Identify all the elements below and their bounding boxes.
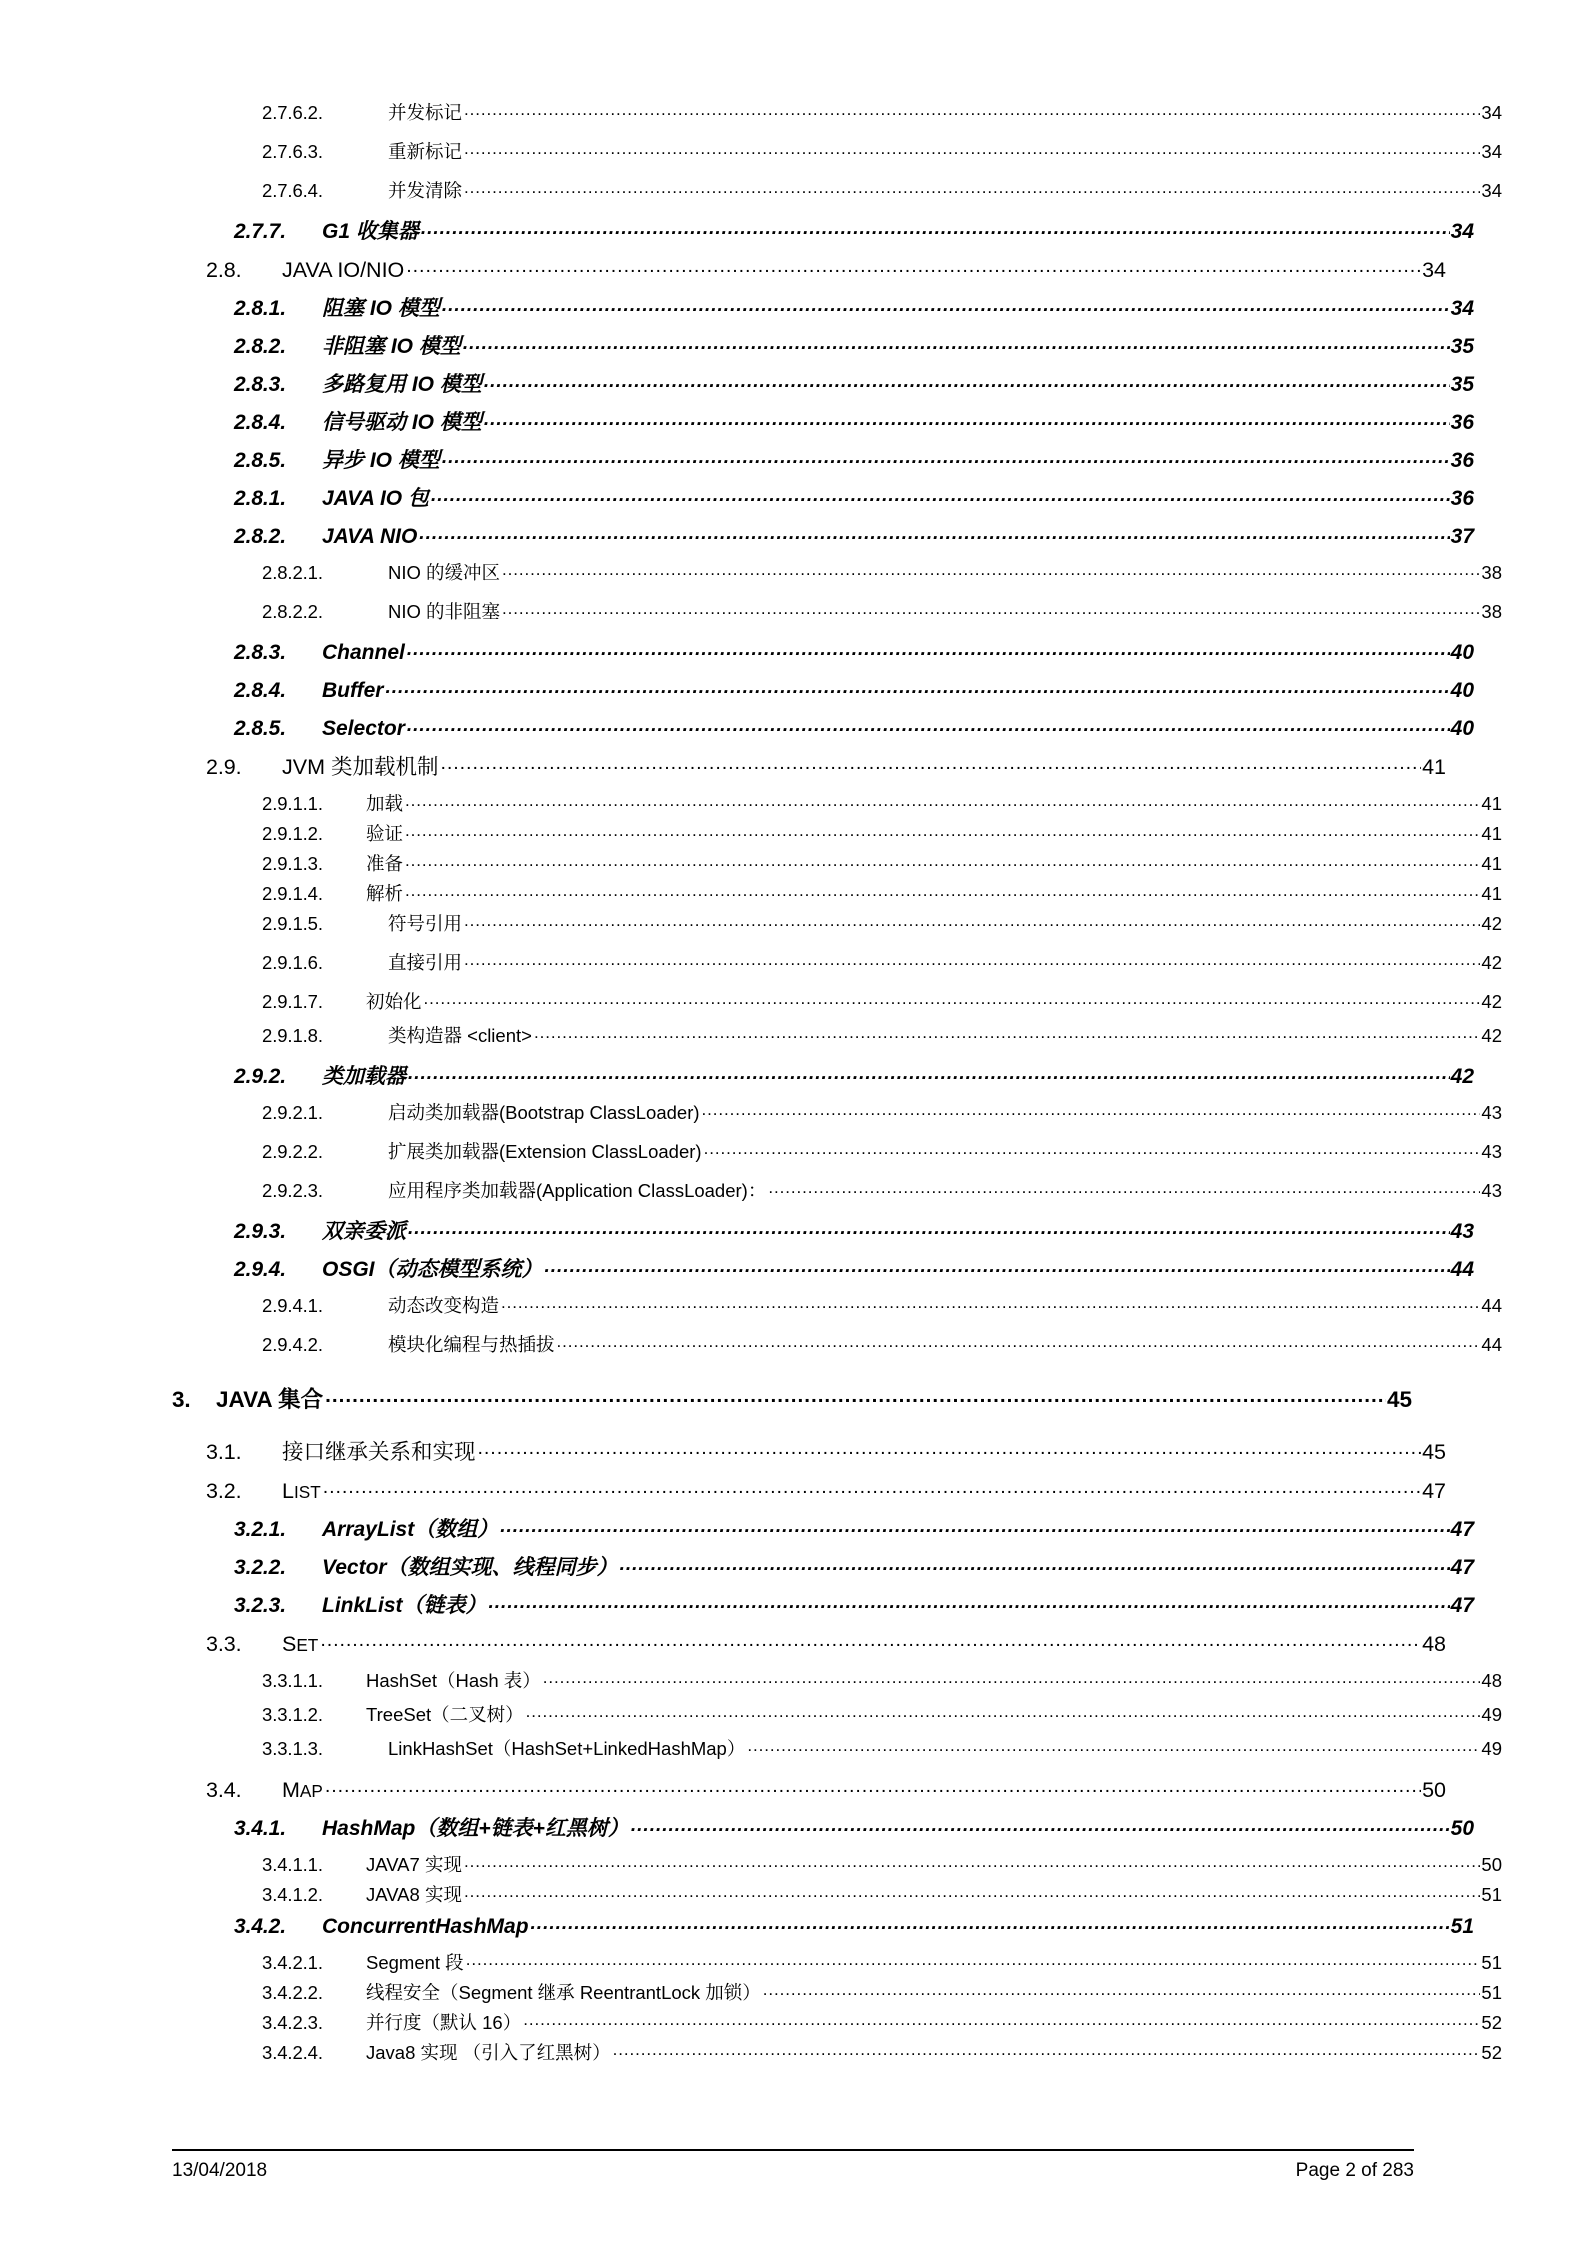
toc-entry[interactable] bbox=[172, 1852, 1502, 1874]
toc-label-head: M bbox=[282, 1777, 300, 1802]
toc-entry-number: 2.7.7. bbox=[234, 220, 286, 243]
toc-entry-page-number: 40 bbox=[1450, 641, 1474, 664]
toc-entry-label: JAVA NIO bbox=[322, 525, 418, 548]
toc-entry[interactable] bbox=[172, 1023, 1502, 1045]
toc-entry-page-number: 47 bbox=[1450, 1518, 1474, 1541]
toc-entry-page-number: 43 bbox=[1481, 1101, 1502, 1123]
toc-leader-dots bbox=[405, 821, 1480, 840]
toc-leader-dots bbox=[531, 1912, 1450, 1933]
toc-entry-number: 2.9.1.6. bbox=[262, 951, 323, 973]
toc-entry-number: 2.9.2.3. bbox=[262, 1179, 323, 1201]
toc-entry-page-number: 47 bbox=[1450, 1556, 1474, 1579]
toc-entry-number: 3.4.2.3. bbox=[262, 2011, 323, 2033]
toc-entry-number: 3.4.2. bbox=[234, 1915, 286, 1938]
toc-entry-label: 准备 bbox=[366, 852, 404, 874]
toc-entry-number: 3.4. bbox=[206, 1777, 242, 1802]
toc-entry-page-number: 45 bbox=[1422, 1439, 1446, 1464]
toc-entry-page-number: 42 bbox=[1481, 951, 1502, 973]
toc-entry-label: Selector bbox=[322, 717, 405, 740]
toc-entry-number: 2.8.5. bbox=[234, 449, 286, 472]
toc-entry-number: 3.3.1.3. bbox=[262, 1737, 323, 1759]
toc-entry-number: 2.9.4. bbox=[234, 1258, 286, 1281]
toc-entry-label: 验证 bbox=[366, 822, 404, 844]
toc-entry-number: 2.9.1.7. bbox=[262, 990, 323, 1012]
toc-leader-dots bbox=[613, 2040, 1481, 2059]
toc-entry[interactable] bbox=[172, 1882, 1502, 1904]
toc-leader-dots bbox=[523, 2010, 1480, 2029]
footer-page-number: Page 2 of 283 bbox=[1295, 2160, 1414, 2181]
toc-entry-page-number: 44 bbox=[1450, 1258, 1474, 1281]
toc-entry[interactable] bbox=[172, 851, 1502, 873]
toc-entry-number: 2.9.1.3. bbox=[262, 852, 323, 874]
toc-entry-number: 3.4.1. bbox=[234, 1817, 286, 1840]
toc-entry-label: LinkHashSet（HashSet+LinkedHashMap） bbox=[388, 1737, 746, 1759]
toc-entry[interactable] bbox=[172, 1736, 1502, 1758]
toc-entry-label: 类加载器 bbox=[322, 1065, 406, 1088]
toc-entry[interactable] bbox=[172, 522, 1474, 547]
toc-label-tail: AP bbox=[299, 1780, 323, 1801]
toc-leader-dots bbox=[500, 1515, 1449, 1536]
toc-leader-dots bbox=[463, 332, 1450, 353]
toc-entry-page-number: 42 bbox=[1450, 1065, 1474, 1088]
toc-entry-label: NIO 的非阻塞 bbox=[388, 600, 501, 622]
toc-entry[interactable] bbox=[172, 1217, 1474, 1242]
toc-entry-page-number: 40 bbox=[1450, 679, 1474, 702]
toc-entry-number: 2.9. bbox=[206, 754, 242, 779]
toc-entry-page-number: 47 bbox=[1450, 1594, 1474, 1617]
toc-entry-page-number: 50 bbox=[1481, 1853, 1502, 1875]
toc-leader-dots bbox=[702, 1100, 1481, 1119]
toc-leader-dots bbox=[407, 714, 1450, 735]
toc-entry-label: 扩展类加载器(Extension ClassLoader) bbox=[388, 1140, 702, 1162]
toc-entry-number: 3.3.1.2. bbox=[262, 1703, 323, 1725]
toc-entry-page-number: 34 bbox=[1481, 140, 1502, 162]
toc-entry[interactable] bbox=[172, 950, 1502, 972]
toc-entry[interactable] bbox=[172, 446, 1474, 471]
toc-entry-number: 2.8.2.2. bbox=[262, 600, 323, 622]
toc-entry[interactable] bbox=[172, 484, 1474, 509]
toc-entry-page-number: 38 bbox=[1481, 600, 1502, 622]
toc-entry-number: 2.7.6.3. bbox=[262, 140, 323, 162]
toc-entry-page-number: 49 bbox=[1481, 1703, 1502, 1725]
toc-leader-dots bbox=[484, 408, 1450, 429]
toc-leader-dots bbox=[620, 1553, 1450, 1574]
toc-entry[interactable] bbox=[172, 676, 1474, 701]
toc-entry-page-number: 51 bbox=[1481, 1951, 1502, 1973]
toc-entry-label: JAVA IO 包 bbox=[322, 487, 429, 510]
toc-entry-page-number: 41 bbox=[1481, 882, 1502, 904]
toc-entry-label: 类构造器 <client> bbox=[388, 1024, 532, 1046]
toc-entry-label: 并发清除 bbox=[388, 179, 463, 201]
toc-entry-page-number: 36 bbox=[1450, 487, 1474, 510]
toc-entry-label: 异步 IO 模型 bbox=[322, 449, 440, 472]
toc-leader-dots bbox=[407, 638, 1450, 659]
toc-entry-page-number: 42 bbox=[1481, 990, 1502, 1012]
toc-entry-number: 2.9.1.4. bbox=[262, 882, 323, 904]
toc-entry-label: Buffer bbox=[322, 679, 384, 702]
toc-entry[interactable] bbox=[172, 752, 1446, 778]
toc-entry-number: 2.8.5. bbox=[234, 717, 286, 740]
toc-entry[interactable] bbox=[172, 2040, 1502, 2062]
toc-entry[interactable] bbox=[172, 599, 1502, 621]
toc-leader-dots bbox=[464, 100, 1480, 119]
toc-entry[interactable] bbox=[172, 1139, 1502, 1161]
toc-leader-dots bbox=[768, 1178, 1480, 1197]
toc-leader-dots bbox=[466, 1950, 1481, 1969]
toc-leader-dots bbox=[464, 1882, 1480, 1901]
toc-entry[interactable] bbox=[172, 560, 1502, 582]
toc-entry-page-number: 48 bbox=[1422, 1631, 1446, 1656]
toc-entry-page-number: 52 bbox=[1481, 2041, 1502, 2063]
toc-entry-label: ArrayList（数组） bbox=[322, 1518, 499, 1541]
toc-entry[interactable] bbox=[172, 1814, 1474, 1839]
toc-entry-label: Segment 段 bbox=[366, 1951, 464, 1973]
toc-entry-page-number: 41 bbox=[1481, 822, 1502, 844]
toc-entry-page-number: 44 bbox=[1481, 1294, 1502, 1316]
toc-leader-dots bbox=[704, 1139, 1481, 1158]
toc-entry-page-number: 35 bbox=[1450, 335, 1474, 358]
toc-entry-number: 2.8.2. bbox=[234, 525, 286, 548]
toc-entry[interactable] bbox=[172, 1293, 1502, 1315]
toc-entry-label: HashMap（数组+链表+红黑树） bbox=[322, 1817, 629, 1840]
toc-entry[interactable] bbox=[172, 1668, 1502, 1690]
toc-entry-number: 3.1. bbox=[206, 1439, 242, 1464]
toc-entry-number: 2.9.2.1. bbox=[262, 1101, 323, 1123]
toc-leader-dots bbox=[419, 522, 1449, 543]
toc-entry-label: JAVA 集合 bbox=[216, 1386, 324, 1412]
toc-entry-page-number: 34 bbox=[1450, 220, 1474, 243]
toc-entry-page-number: 49 bbox=[1481, 1737, 1502, 1759]
toc-entry-page-number: 52 bbox=[1481, 2011, 1502, 2033]
toc-entry-number: 3.4.2.4. bbox=[262, 2041, 323, 2063]
toc-leader-dots bbox=[325, 1384, 1386, 1407]
toc-entry-page-number: 34 bbox=[1450, 297, 1474, 320]
toc-entry-number: 2.8.1. bbox=[234, 297, 286, 320]
toc-entry-page-number: 35 bbox=[1450, 373, 1474, 396]
toc-entry-label: JAVA8 实现 bbox=[366, 1883, 462, 1905]
toc-leader-dots bbox=[502, 599, 1480, 618]
toc-entry-number: 2.8.2. bbox=[234, 335, 286, 358]
toc-entry-page-number: 41 bbox=[1481, 792, 1502, 814]
toc-entry-page-number: 38 bbox=[1481, 561, 1502, 583]
toc-leader-dots bbox=[464, 139, 1480, 158]
toc-entry-label: 阻塞 IO 模型 bbox=[322, 297, 440, 320]
toc-entry-number: 2.9.1.1. bbox=[262, 792, 323, 814]
toc-entry-page-number: 36 bbox=[1450, 411, 1474, 434]
toc-leader-dots bbox=[526, 1702, 1481, 1721]
toc-label-tail: IST bbox=[293, 1481, 321, 1502]
toc-entry-number: 3.4.2.2. bbox=[262, 1981, 323, 2003]
page-footer bbox=[172, 2149, 1414, 2182]
toc-entry-label: 双亲委派 bbox=[322, 1220, 406, 1243]
toc-entry-label: 应用程序类加载器(Application ClassLoader)： bbox=[388, 1179, 767, 1201]
toc-leader-dots bbox=[484, 370, 1450, 391]
toc-entry-label: 接口继承关系和实现 bbox=[282, 1439, 476, 1464]
toc-entry[interactable] bbox=[172, 1702, 1502, 1724]
toc-leader-dots bbox=[464, 950, 1480, 969]
toc-leader-dots bbox=[408, 1062, 1450, 1083]
toc-label-tail: ET bbox=[296, 1634, 319, 1655]
toc-leader-dots bbox=[405, 851, 1480, 870]
toc-entry-label: OSGI（动态模型系统） bbox=[322, 1258, 543, 1281]
toc-entry-number: 2.7.6.2. bbox=[262, 101, 323, 123]
toc-entry[interactable] bbox=[172, 1629, 1446, 1655]
toc-leader-dots bbox=[442, 446, 1450, 467]
toc-entry-page-number: 42 bbox=[1481, 912, 1502, 934]
toc-entry-label: 信号驱动 IO 模型 bbox=[322, 411, 482, 434]
toc-leader-dots bbox=[478, 1437, 1422, 1459]
toc-leader-dots bbox=[502, 560, 1480, 579]
toc-entry[interactable] bbox=[172, 911, 1502, 933]
toc-entry-page-number: 34 bbox=[1481, 179, 1502, 201]
toc-entry-label bbox=[282, 1777, 325, 1802]
toc-entry-page-number: 51 bbox=[1481, 1981, 1502, 2003]
toc-entry-page-number: 43 bbox=[1481, 1140, 1502, 1162]
toc-entry-page-number: 42 bbox=[1481, 1024, 1502, 1046]
toc-entry-number: 3.4.1.2. bbox=[262, 1883, 323, 1905]
toc-entry-number: 2.8.2.1. bbox=[262, 561, 323, 583]
toc-entry-number: 2.9.2. bbox=[234, 1065, 286, 1088]
toc-entry-label: HashSet（Hash 表） bbox=[366, 1669, 541, 1691]
footer-date: 13/04/2018 bbox=[172, 2160, 268, 2181]
toc-leader-dots bbox=[543, 1668, 1481, 1687]
toc-entry-number: 2.8. bbox=[206, 257, 242, 282]
toc-entry-number: 2.9.3. bbox=[234, 1220, 286, 1243]
toc-leader-dots bbox=[489, 1591, 1450, 1612]
toc-entry[interactable] bbox=[172, 1384, 1412, 1411]
toc-entry-label: 动态改变构造 bbox=[388, 1294, 500, 1316]
toc-leader-dots bbox=[534, 1023, 1480, 1042]
toc-entry[interactable] bbox=[172, 1980, 1502, 2002]
toc-leader-dots bbox=[557, 1332, 1481, 1351]
toc-leader-dots bbox=[464, 1852, 1480, 1871]
toc-leader-dots bbox=[406, 255, 1421, 277]
toc-entry-number: 2.8.4. bbox=[234, 679, 286, 702]
toc-entry-label: TreeSet（二叉树） bbox=[366, 1703, 524, 1725]
toc-leader-dots bbox=[408, 1217, 1450, 1238]
toc-entry-label: JAVA7 实现 bbox=[366, 1853, 462, 1875]
toc-entry[interactable] bbox=[172, 255, 1446, 281]
toc-leader-dots bbox=[431, 484, 1450, 505]
toc-entry-label: Channel bbox=[322, 641, 405, 664]
toc-entry-label: NIO 的缓冲区 bbox=[388, 561, 501, 583]
toc-entry-label: 解析 bbox=[366, 882, 404, 904]
toc-entry[interactable] bbox=[172, 1437, 1446, 1463]
toc-entry[interactable] bbox=[172, 178, 1502, 200]
toc-entry[interactable] bbox=[172, 1178, 1502, 1200]
toc-entry-label: 初始化 bbox=[366, 990, 422, 1012]
table-of-contents bbox=[172, 100, 1502, 2070]
toc-leader-dots bbox=[747, 1736, 1480, 1755]
toc-entry[interactable] bbox=[172, 217, 1474, 242]
toc-entry[interactable] bbox=[172, 408, 1474, 433]
toc-entry-number: 3.3. bbox=[206, 1631, 242, 1656]
toc-entry[interactable] bbox=[172, 881, 1502, 903]
toc-leader-dots bbox=[545, 1255, 1450, 1276]
toc-entry-label: LinkList（链表） bbox=[322, 1594, 487, 1617]
toc-entry-label: 线程安全（Segment 继承 ReentrantLock 加锁） bbox=[366, 1981, 761, 2003]
toc-entry-label: 加载 bbox=[366, 792, 404, 814]
toc-entry-label: Java8 实现 （引入了红黑树） bbox=[366, 2041, 611, 2063]
toc-leader-dots bbox=[424, 989, 1481, 1008]
toc-entry[interactable] bbox=[172, 2010, 1502, 2032]
toc-entry-page-number: 44 bbox=[1481, 1333, 1502, 1355]
toc-entry-number: 3.4.1.1. bbox=[262, 1853, 323, 1875]
toc-label-head: S bbox=[282, 1631, 297, 1656]
toc-entry-number: 2.8.3. bbox=[234, 373, 286, 396]
toc-entry[interactable] bbox=[172, 989, 1502, 1011]
toc-entry-number: 3.4.2.1. bbox=[262, 1951, 323, 1973]
toc-entry-label: 重新标记 bbox=[388, 140, 463, 162]
toc-leader-dots bbox=[325, 1775, 1421, 1797]
toc-entry[interactable] bbox=[172, 1332, 1502, 1354]
toc-entry-label: 并行度（默认 16） bbox=[366, 2011, 522, 2033]
toc-leader-dots bbox=[464, 178, 1480, 197]
toc-leader-dots bbox=[323, 1476, 1421, 1498]
toc-entry[interactable] bbox=[172, 821, 1502, 843]
toc-label-head: L bbox=[282, 1478, 294, 1503]
toc-leader-dots bbox=[405, 791, 1480, 810]
toc-entry[interactable] bbox=[172, 1515, 1474, 1540]
toc-leader-dots bbox=[385, 676, 1449, 697]
toc-leader-dots bbox=[440, 752, 1421, 774]
toc-entry-number: 2.9.1.8. bbox=[262, 1024, 323, 1046]
toc-entry-page-number: 36 bbox=[1450, 449, 1474, 472]
toc-leader-dots bbox=[405, 881, 1480, 900]
toc-entry-page-number: 43 bbox=[1450, 1220, 1474, 1243]
toc-entry-page-number: 43 bbox=[1481, 1179, 1502, 1201]
toc-leader-dots bbox=[763, 1980, 1481, 1999]
toc-entry-label: 并发标记 bbox=[388, 101, 463, 123]
toc-entry-page-number: 34 bbox=[1481, 101, 1502, 123]
toc-entry-label: G1 收集器 bbox=[322, 220, 419, 243]
toc-entry-number: 2.9.4.2. bbox=[262, 1333, 323, 1355]
toc-entry-label bbox=[282, 1478, 323, 1503]
toc-entry[interactable] bbox=[172, 294, 1474, 319]
toc-leader-dots bbox=[501, 1293, 1480, 1312]
toc-entry[interactable] bbox=[172, 1062, 1474, 1087]
toc-entry-label: 符号引用 bbox=[388, 912, 463, 934]
toc-entry-number: 2.9.2.2. bbox=[262, 1140, 323, 1162]
toc-entry-page-number: 50 bbox=[1450, 1817, 1474, 1840]
toc-entry-label: JAVA IO/NIO bbox=[282, 257, 405, 282]
toc-entry-number: 3.2.3. bbox=[234, 1594, 286, 1617]
toc-entry-number: 2.8.1. bbox=[234, 487, 286, 510]
toc-entry[interactable] bbox=[172, 1775, 1446, 1801]
toc-entry-page-number: 45 bbox=[1386, 1386, 1412, 1412]
toc-entry-label: 非阻塞 IO 模型 bbox=[322, 335, 461, 358]
toc-entry[interactable] bbox=[172, 791, 1502, 813]
toc-entry-label bbox=[282, 1631, 320, 1656]
toc-entry-number: 2.9.1.5. bbox=[262, 912, 323, 934]
toc-entry-page-number: 40 bbox=[1450, 717, 1474, 740]
toc-entry-number: 3.3.1.1. bbox=[262, 1669, 323, 1691]
toc-leader-dots bbox=[631, 1814, 1450, 1835]
toc-entry-label: ConcurrentHashMap bbox=[322, 1915, 529, 1938]
toc-entry-number: 3.2.1. bbox=[234, 1518, 286, 1541]
toc-entry[interactable] bbox=[172, 139, 1502, 161]
toc-entry[interactable] bbox=[172, 1255, 1474, 1280]
toc-entry-page-number: 51 bbox=[1450, 1915, 1474, 1938]
toc-entry-label: JVM 类加载机制 bbox=[282, 754, 439, 779]
toc-entry-number: 3. bbox=[172, 1386, 191, 1412]
toc-entry-page-number: 41 bbox=[1481, 852, 1502, 874]
toc-entry-page-number: 51 bbox=[1481, 1883, 1502, 1905]
toc-entry-number: 2.9.4.1. bbox=[262, 1294, 323, 1316]
toc-entry-page-number: 34 bbox=[1422, 257, 1446, 282]
toc-entry[interactable] bbox=[172, 100, 1502, 122]
toc-entry[interactable] bbox=[172, 1591, 1474, 1616]
toc-entry-number: 2.7.6.4. bbox=[262, 179, 323, 201]
toc-entry[interactable] bbox=[172, 1912, 1474, 1937]
toc-entry[interactable] bbox=[172, 638, 1474, 663]
toc-entry-number: 2.9.1.2. bbox=[262, 822, 323, 844]
toc-entry-label: 启动类加载器(Bootstrap ClassLoader) bbox=[388, 1101, 700, 1123]
toc-leader-dots bbox=[464, 911, 1480, 930]
toc-entry-label: 模块化编程与热插拔 bbox=[388, 1333, 555, 1355]
toc-entry-page-number: 50 bbox=[1422, 1777, 1446, 1802]
toc-entry[interactable] bbox=[172, 714, 1474, 739]
toc-entry-page-number: 48 bbox=[1481, 1669, 1502, 1691]
toc-entry[interactable] bbox=[172, 1950, 1502, 1972]
toc-entry[interactable] bbox=[172, 1476, 1446, 1502]
toc-entry-number: 3.2.2. bbox=[234, 1556, 286, 1579]
toc-entry-number: 2.8.3. bbox=[234, 641, 286, 664]
toc-entry-label: 多路复用 IO 模型 bbox=[322, 373, 482, 396]
toc-leader-dots bbox=[442, 294, 1450, 315]
toc-entry-label: Vector（数组实现、线程同步） bbox=[322, 1556, 618, 1579]
toc-entry-number: 3.2. bbox=[206, 1478, 242, 1503]
toc-leader-dots bbox=[320, 1629, 1421, 1651]
toc-entry[interactable] bbox=[172, 332, 1474, 357]
toc-entry-label: 直接引用 bbox=[388, 951, 463, 973]
toc-entry[interactable] bbox=[172, 370, 1474, 395]
toc-entry[interactable] bbox=[172, 1100, 1502, 1122]
toc-entry-page-number: 41 bbox=[1422, 754, 1446, 779]
toc-entry-page-number: 47 bbox=[1422, 1478, 1446, 1503]
toc-entry[interactable] bbox=[172, 1553, 1474, 1578]
toc-entry-number: 2.8.4. bbox=[234, 411, 286, 434]
toc-entry-page-number: 37 bbox=[1450, 525, 1474, 548]
toc-leader-dots bbox=[421, 217, 1450, 238]
